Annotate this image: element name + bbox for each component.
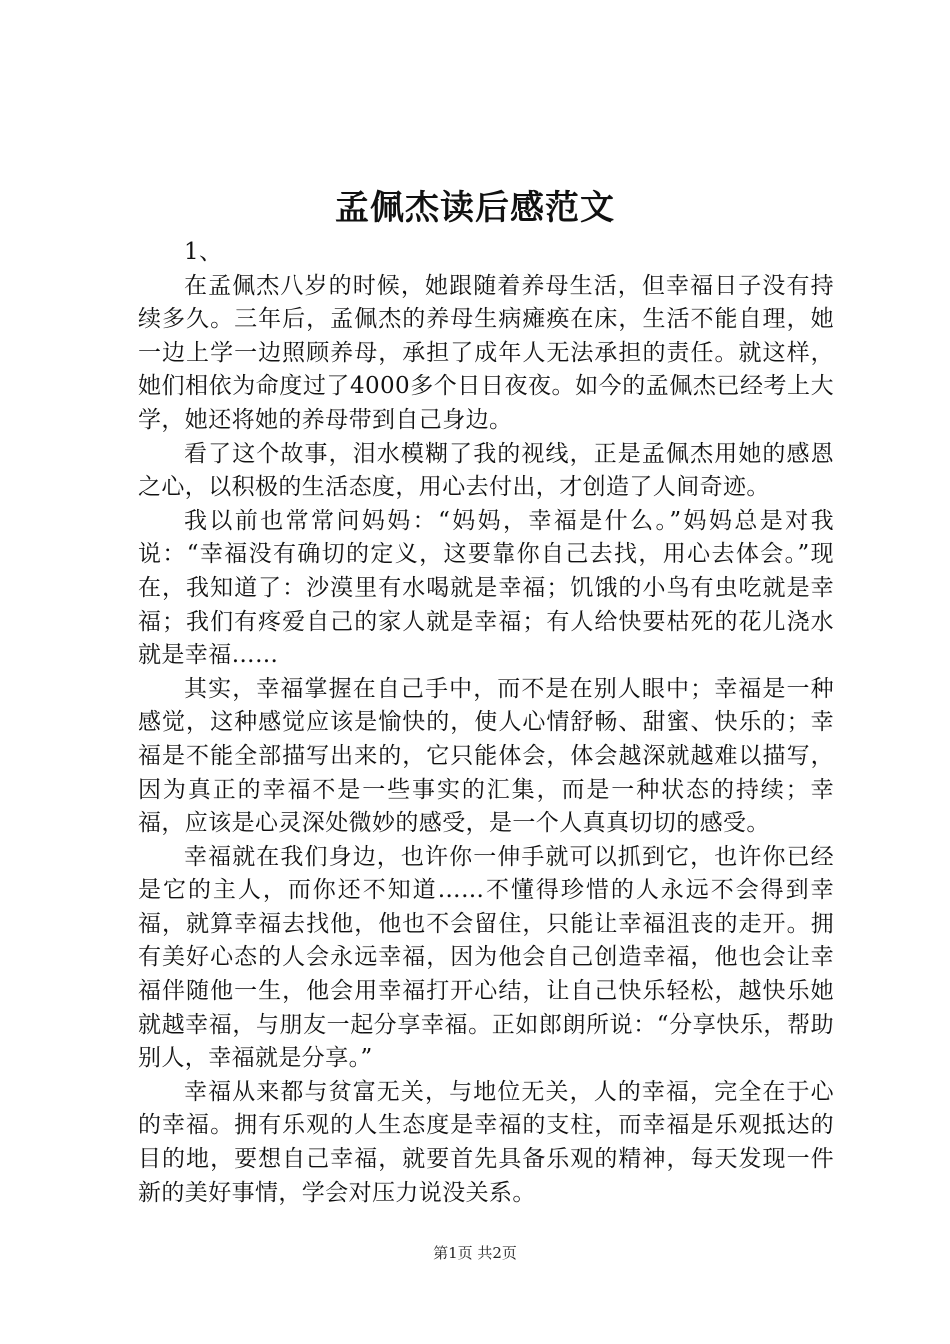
document-body bbox=[138, 236, 834, 1210]
page-footer: 第1页 共2页 bbox=[433, 1244, 517, 1262]
paragraph: 在孟佩杰八岁的时候，她跟随着养母生活，但幸福日子没有持续多久。三年后，孟佩杰的养母生病瘫痪在床，生活不能自理，她一边上学一边照顾养母，承担了成年人无法承担的责任。就这样，她们相依为命度过了4000多个日日夜夜。如今的孟佩杰已经考上大学，她还将她的养母带到自己身边。 bbox=[138, 272, 834, 433]
paragraph: 幸福就在我们身边，也许你一伸手就可以抓到它，也许你已经是它的主人，而你还不知道……不懂得珍惜的人永远不会得到幸福，就算幸福去找他，他也不会留住，只能让幸福沮丧的走开。拥有美好心态的人会永远幸福，因为他会自己创造幸福，他也会让幸福伴随他一生，他会用幸福打开心结，让自己快乐轻松，越快乐她就越幸福，与朋友一起分享幸福。正如郎朗所说：“分享快乐，帮助别人，幸福就是分享。” bbox=[138, 843, 834, 1072]
paragraph: 幸福从来都与贫富无关，与地位无关，人的幸福，完全在于心的幸福。拥有乐观的人生态度是幸福的支柱，而幸福是乐观抵达的目的地，要想自己幸福，就要首先具备乐观的精神，每天发现一件新的美好事情，学会对压力说没关系。 bbox=[138, 1078, 834, 1206]
paragraph: 我以前也常常问妈妈：“妈妈，幸福是什么。”妈妈总是对我说：“幸福没有确切的定义，这要靠你自己去找，用心去体会。”现在，我知道了：沙漠里有水喝就是幸福；饥饿的小鸟有虫吃就是幸福；我们有疼爱自己的家人就是幸福；有人给快要枯死的花儿浇水就是幸福…… bbox=[138, 507, 834, 669]
paragraph: 看了这个故事，泪水模糊了我的视线，正是孟佩杰用她的感恩之心，以积极的生活态度，用心去付出，才创造了人间奇迹。 bbox=[138, 440, 834, 501]
paragraph: 其实，幸福掌握在自己手中，而不是在别人眼中；幸福是一种感觉，这种感觉应该是愉快的，使人心情舒畅、甜蜜、快乐的；幸福是不能全部描写出来的，它只能体会，体会越深就越难以描写，因为真正的幸福不是一些事实的汇集，而是一种状态的持续；幸福，应该是心灵深处微妙的感受，是一个人真真切切的感受。 bbox=[138, 675, 834, 837]
paragraph: 1、 bbox=[184, 239, 223, 265]
document-title: 孟佩杰读后感范文 bbox=[335, 188, 615, 228]
